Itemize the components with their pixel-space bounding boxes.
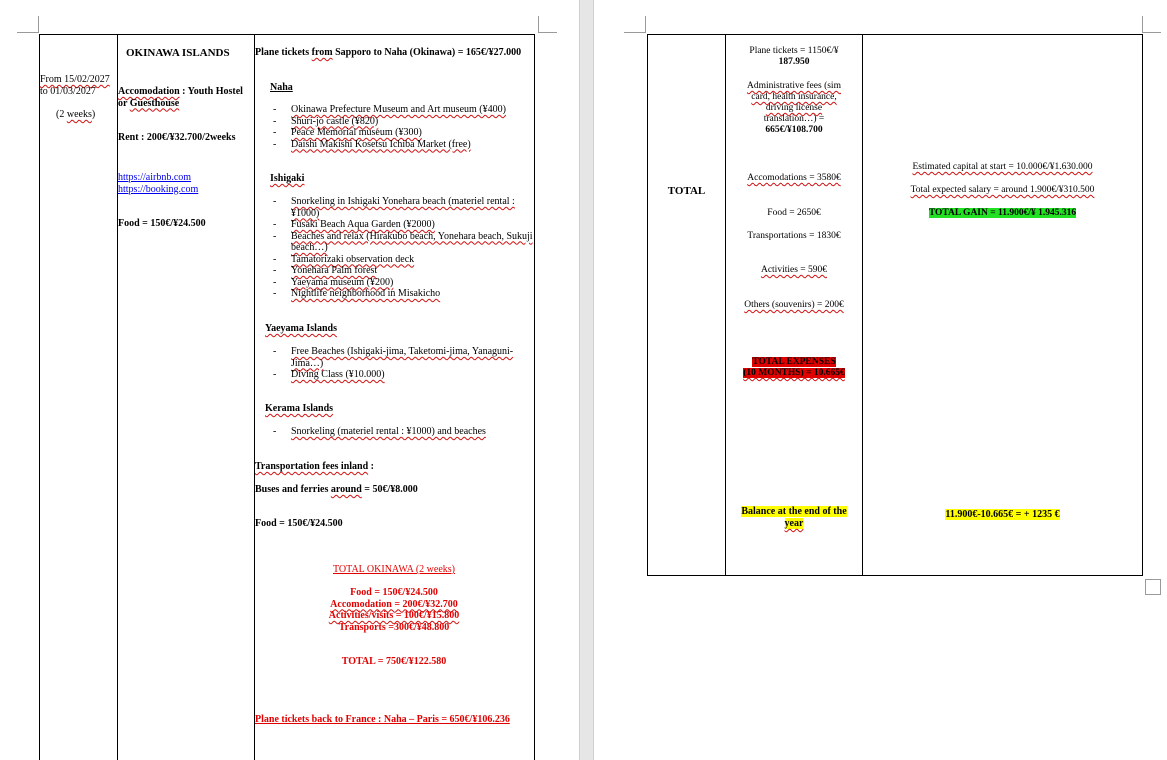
total-gain-badge: TOTAL GAIN = 11.900€/¥ 1.945.316 [928,208,1077,218]
administrative-fees: Administrative fees (sim card, health insurance, driving license translation…) = 665€/¥108.700 [747,81,841,135]
table-border-left [39,34,40,760]
table-border-left [647,34,648,576]
list-item: - Fusaki Beach Aqua Garden (¥2000) [255,219,534,231]
list-item: - Diving Class (¥10.000) [255,369,527,381]
total-expenses-badge: TOTAL EXPENSES (10 MONTHS) = 10.665€ [743,357,845,378]
summary-total-label: TOTAL [667,185,706,197]
list-item: - Snorkeling in Ishigaki Yonehara beach (materiel rental : ¥1000) [255,196,534,219]
kerama-heading: Kerama Islands [265,403,334,414]
plane-tickets-back-france: Plane tickets back to France : Naha – Paris = 650€/¥106.236 [255,714,510,725]
list-item: - Snorkeling (materiel rental : ¥1000) and beaches [255,426,533,438]
list-item: - Tamatorizaki observation deck [255,254,534,266]
buses-ferries-text: Buses and ferries around = 50€/¥8.000 [255,484,418,495]
list-item: - Yonehara Palm forest [255,265,534,277]
table-border-right [1142,34,1143,576]
list-item: - Shuri-jo castle (¥820) [255,116,533,128]
booking-link[interactable]: https://booking.com [118,183,199,195]
booking-links [118,172,198,195]
accommodation-text: Accomodation : Youth Hostel or Guesthouse [118,86,243,109]
balance-value: 11.900€-10.665€ = + 1235 € [945,509,1060,520]
trip-dates-cell [40,74,120,121]
list-item: - Nightlife neighborhood in Misakicho [255,288,534,300]
trip-date-to: to 01/03/2027 [40,85,96,97]
table-border-right [534,34,535,760]
naha-heading: Naha [270,82,293,93]
ishigaki-activity-list [255,196,534,300]
balance-label: Balance at the end of the year [741,506,847,529]
estimated-capital: Estimated capital at start = 10.000€/¥1.630.000 [912,162,1093,172]
list-item: - Okinawa Prefecture Museum and Art museum (¥400) [255,104,533,116]
document-page-right [594,0,1167,760]
okinawa-islands-title: OKINAWA ISLANDS [126,47,230,59]
food-total: Food = 2650€ [767,208,821,218]
total-okinawa-heading: TOTAL OKINAWA (2 weeks) [333,564,455,575]
crop-mark-top-left [624,16,646,33]
trip-duration: (2 weeks) [56,109,96,120]
transportations-total: Transportations = 1830€ [747,231,841,241]
table-bottom-border [647,575,1143,576]
total-okinawa-value: TOTAL = 750€/¥122.580 [341,656,447,667]
col3-food-text: Food = 150€/¥24.500 [255,518,343,529]
table-top-border [647,34,1143,35]
col2-food-text: Food = 150€/¥24.500 [118,218,206,229]
plane-tickets-total: Plane tickets = 1150€/¥ 187.950 [749,46,839,67]
yaeyama-activity-list [255,346,527,381]
total-food-line: Food = 150€/¥24.500 [350,587,438,598]
expected-salary: Total expected salary = around 1.900€/¥310.500 [910,185,1095,195]
expenses-column [726,46,862,68]
naha-activity-list [255,104,533,150]
list-item: - Yaeyama museum (¥200) [255,277,534,289]
document-page-left [0,0,579,760]
list-item: - Beaches and relax (Hirakubo beach, Yonehara beach, Sukuji beach…) [255,231,534,254]
kerama-activity-list [255,426,533,438]
yaeyama-heading: Yaeyama Islands [265,323,337,334]
transport-fees-heading: Transportation fees inland : [255,461,375,472]
trip-date-from: From 15/02/2027 [40,74,110,85]
total-activities-line: Activities/visits = 100€/¥15.800 [328,610,460,621]
rent-text: Rent : 200€/¥32.700/2weeks [118,132,236,143]
accommodations-total: Accomodations = 3580€ [747,173,841,183]
total-okinawa-breakdown [254,587,534,633]
list-item: - Daishi Makishi Kosetsu Ichiba Market (free) [255,139,533,151]
ishigaki-heading: Ishigaki [270,173,305,184]
others-total: Others (souvenirs) = 200€ [744,300,844,310]
plane-tickets-sapporo-naha: Plane tickets from Sapporo to Naha (Okinawa) = 165€/¥27.000 [255,47,522,58]
airbnb-link[interactable]: https://airbnb.com [118,172,192,183]
crop-mark-top-right [1142,16,1161,33]
list-item: - Peace Memorial museum (¥300) [255,127,533,139]
total-transports-line: Transports =300€/¥48.800 [338,621,450,633]
list-item: - Free Beaches (Ishigaki-jima, Taketomi-jima, Yanaguni-Jima…) [255,346,527,369]
table-divider-2 [862,34,863,576]
crop-mark-top-left [17,16,39,33]
table-top-border [39,34,535,35]
total-accommodation-line: Accomodation = 200€/¥32.700 [330,598,458,610]
table-resize-handle[interactable] [1145,579,1161,595]
crop-mark-top-right [538,16,557,33]
activities-total: Activities = 590€ [760,265,828,275]
page-gutter [579,0,594,760]
